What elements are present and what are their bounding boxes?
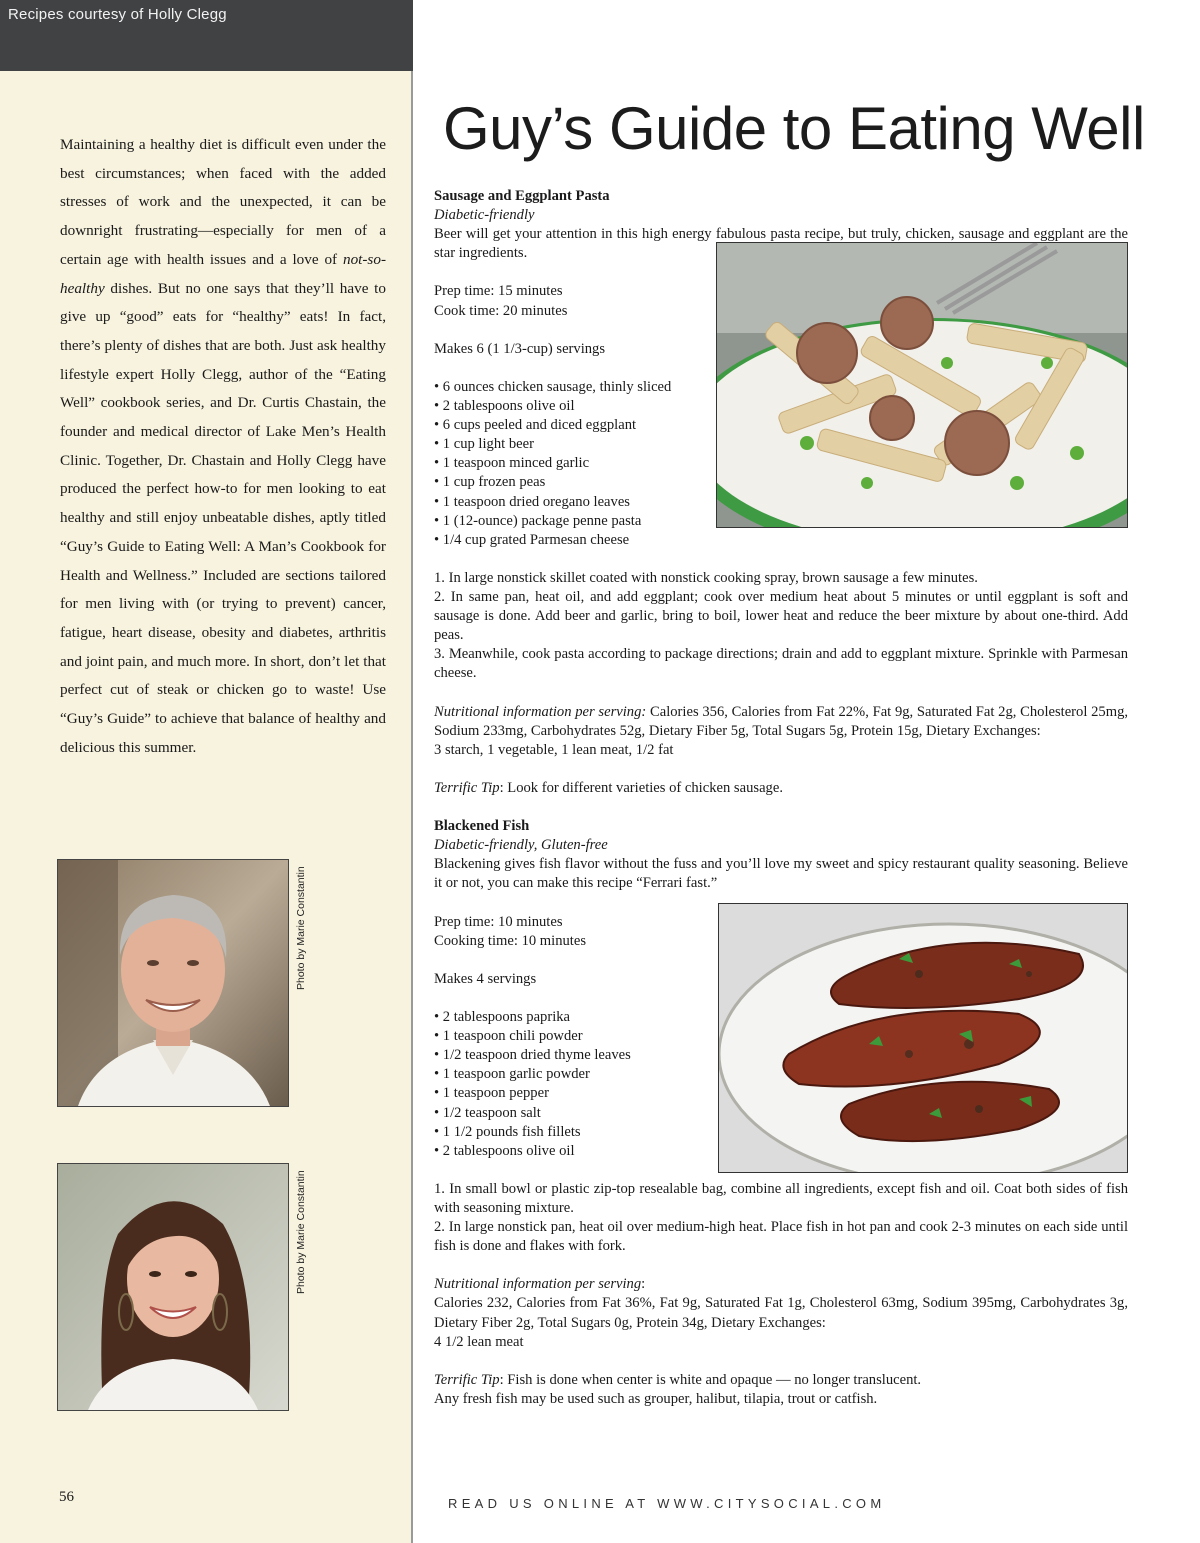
recipe-1-description: Beer will get your attention in this high energy fabulous pasta recipe, but truly, chicken, sausage and eggplant are the star ingredients. xyxy=(434,226,1128,262)
recipe-2-step: 1. In small bowl or plastic zip-top resealable bag, combine all ingredients, except fish and oil. Coat both sides of fish with seasoning mixture. xyxy=(434,1180,1128,1216)
author-photo-clegg xyxy=(57,1163,289,1411)
recipe-2-step: 2. In large nonstick pan, heat oil over medium-high heat. Place fish in hot pan and cook 2-3 minutes on each side until fish is done and flakes with fork. xyxy=(434,1219,1128,1255)
recipe-1-nutrition xyxy=(434,703,1128,741)
recipe-1-step: 3. Meanwhile, cook pasta according to package directions; drain and add to eggplant mixture. Sprinkle with Parmesan cheese. xyxy=(434,646,1128,682)
page-number: 56 xyxy=(59,1489,74,1505)
ingredient: • 1 1/2 pounds fish fillets xyxy=(434,1123,1128,1142)
ingredient: • 2 tablespoons olive oil xyxy=(434,397,1128,416)
ingredient: • 1/4 cup grated Parmesan cheese xyxy=(434,531,1128,550)
recipe-1-yield: Makes 6 (1 1/3-cup) servings xyxy=(434,340,606,357)
recipe-1-prep-time: Prep time: 15 minutes xyxy=(434,283,563,300)
ingredient: • 6 cups peeled and diced eggplant xyxy=(434,416,1128,435)
intro-text xyxy=(60,131,386,762)
ingredient: • 1 teaspoon dried oregano leaves xyxy=(434,493,1128,512)
ingredient: • 1 teaspoon garlic powder xyxy=(434,1065,1128,1084)
ingredient: • 1 teaspoon chili powder xyxy=(434,1027,1128,1046)
recipe-1-exchanges: 3 starch, 1 vegetable, 1 lean meat, 1/2 fat xyxy=(434,741,674,758)
intro-part-2: dishes. But no one says that they’ll have to give up “good” eats for “healthy” eats! In fact, there’s plenty of dishes that are both. Just ask healthy lifestyle expert Holly Clegg, author of the “Eating Well” cookbook series, and Dr. Curtis Chastain, the founder and medical director of Lake Men’s Health Clinic. Together, Dr. Chastain and Holly Clegg have produced the perfect how-to for men looking to eat healthy and still enjoy unbeatable dishes, aptly titled “Guy’s Guide to Eating Well: A Man’s Cookbook for Health and Wellness.” Included are sections tailored for men living with (or trying to prevent) cancer, fatigue, heart disease, obesity and diabetes, arthritis and joint pain, and much more. In short, don’t let that perfect cut of steak or chicken go to waste! Use “Guy’s Guide” to achieve that balance of healthy and delicious this summer. xyxy=(60,279,386,756)
ingredient: • 1 teaspoon minced garlic xyxy=(434,454,1128,473)
nutrition-label: Nutritional information per serving: xyxy=(434,703,647,720)
ingredient: • 1 cup light beer xyxy=(434,435,1128,454)
photo-credit-1: Photo by Marie Constantin xyxy=(295,866,307,990)
intro-emphasis: not-so-healthy xyxy=(60,250,386,297)
ingredient: • 6 ounces chicken sausage, thinly sliced xyxy=(434,378,1128,397)
recipe-2-description: Blackening gives fish flavor without the fuss and you’ll love my sweet and spicy restaurant quality seasoning. Believe it or not, you can make this recipe “Ferrari fast.” xyxy=(434,856,1128,892)
photo-credit-2: Photo by Marie Constantin xyxy=(295,1170,307,1294)
author-photo-chastain xyxy=(57,859,289,1107)
page-title: Guy’s Guide to Eating Well xyxy=(443,95,1145,162)
fish-photo xyxy=(718,903,1128,1173)
footer-website: READ US ONLINE AT WWW.CITYSOCIAL.COM xyxy=(448,1496,886,1511)
header-bar xyxy=(0,0,413,71)
recipe-2-nutrition-heading xyxy=(434,1275,1128,1294)
recipe-2-exchanges: 4 1/2 lean meat xyxy=(434,1333,524,1350)
ingredient: • 1/2 teaspoon dried thyme leaves xyxy=(434,1046,1128,1065)
main-column xyxy=(434,187,1128,1409)
ingredient: • 1 (12-ounce) package penne pasta xyxy=(434,512,1128,531)
ingredient: • 1/2 teaspoon salt xyxy=(434,1104,1128,1123)
tip-label: Terrific Tip xyxy=(434,779,500,796)
tip-label: Terrific Tip xyxy=(434,1371,500,1388)
recipe-1-step: 1. In large nonstick skillet coated with nonstick cooking spray, brown sausage a few minutes. xyxy=(434,569,978,586)
nutrition-values: Calories 356, Calories from Fat 22%, Fat 9g, Saturated Fat 2g, Cholesterol 25mg, Sodium 233mg, Carbohydrates 52g, Dietary Fiber 5g, Total Sugars 5g, Protein 15g, Dietary Exchanges: xyxy=(434,703,1129,739)
recipe-2-tags: Diabetic-friendly, Gluten-free xyxy=(434,837,608,854)
tip-text: : Look for different varieties of chicken sausage. xyxy=(499,779,783,796)
recipe-1-step: 2. In same pan, heat oil, and add eggplant; cook over medium heat about 5 minutes or until eggplant is soft and sausage is done. Add beer and garlic, bring to boil, lower heat and reduce the beer mixture by about one-third. Add peas. xyxy=(434,588,1128,644)
recipe-1-tags: Diabetic-friendly xyxy=(434,207,535,224)
recipe-1-title: Sausage and Eggplant Pasta xyxy=(434,188,610,204)
recipe-credit: Recipes courtesy of Holly Clegg xyxy=(8,6,227,23)
recipe-2-nutrition: Calories 232, Calories from Fat 36%, Fat 9g, Saturated Fat 1g, Cholesterol 63mg, Sodium 395mg, Carbohydrates 3g, Dietary Fiber 2g, Total Sugars 0g, Protein 34g, Dietary Exchanges: xyxy=(434,1295,1128,1331)
nutrition-colon: : xyxy=(641,1276,646,1293)
recipe-2-cook-time: Cooking time: 10 minutes xyxy=(434,932,587,949)
nutrition-label: Nutritional information per serving xyxy=(434,1276,642,1293)
ingredient: • 1 cup frozen peas xyxy=(434,473,1128,492)
ingredient: • 1 teaspoon pepper xyxy=(434,1084,1128,1103)
recipe-2-yield: Makes 4 servings xyxy=(434,970,537,987)
ingredient: • 2 tablespoons paprika xyxy=(434,1008,1128,1027)
recipe-1-tip xyxy=(434,779,1128,798)
recipe-1-cook-time: Cook time: 20 minutes xyxy=(434,302,568,319)
recipe-2-title: Blackened Fish xyxy=(434,818,530,835)
tip-text: : Fish is done when center is white and opaque — no longer translucent. xyxy=(499,1371,922,1388)
intro-part-1: Maintaining a healthy diet is difficult even under the best circumstances; when faced with the added stresses of work and the unexpected, it can be downright frustrating—especially for men of a certain age with health issues and a love of xyxy=(60,136,386,268)
pasta-photo xyxy=(716,242,1128,528)
recipe-2-prep-time: Prep time: 10 minutes xyxy=(434,913,563,930)
ingredient: • 2 tablespoons olive oil xyxy=(434,1142,1128,1161)
recipe-2-tip-extra: Any fresh fish may be used such as grouper, halibut, tilapia, trout or catfish. xyxy=(434,1390,878,1407)
recipe-2-tip xyxy=(434,1371,1128,1390)
